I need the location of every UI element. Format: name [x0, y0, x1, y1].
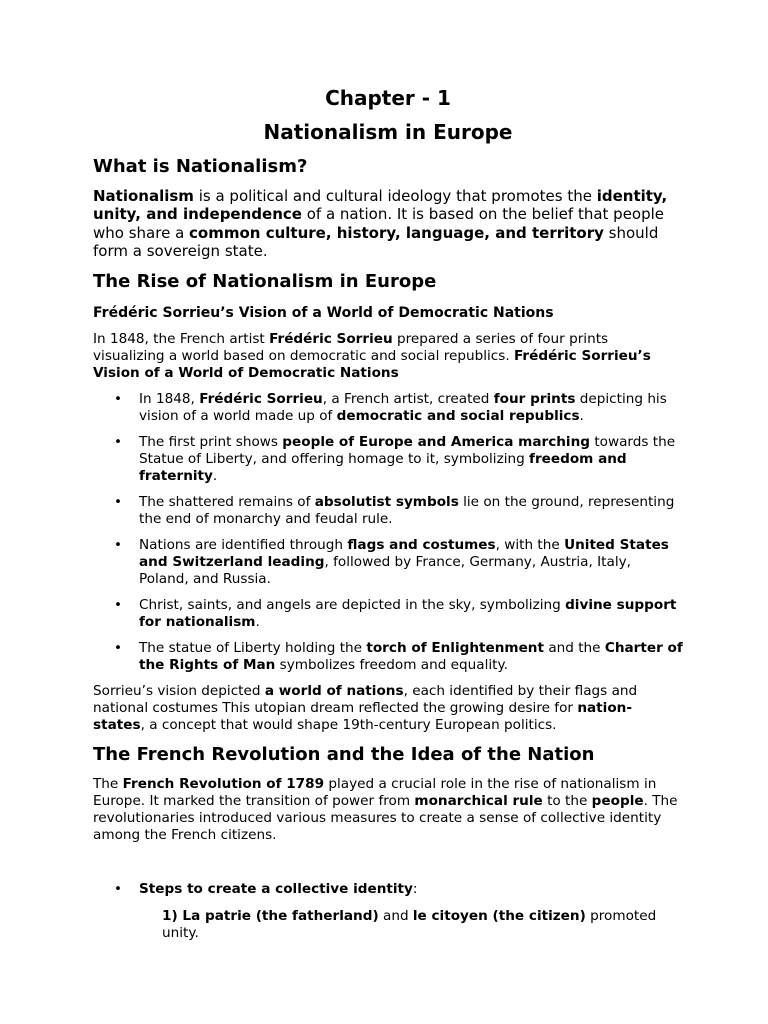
section-heading-what-is-nationalism: What is Nationalism?: [93, 156, 308, 177]
list-item: [93, 597, 683, 631]
french-revolution-paragraph: The French Revolution of 1789 played a crucial role in the rise of nationalism in Europe. It marked the transition of power from monarchical rule to the people. The revolutionaries introduced various measures to create a sense of collective identity among the French citizens.: [93, 776, 678, 844]
document-content: [93, 86, 683, 942]
list-item: [93, 494, 683, 528]
list-item: [93, 537, 683, 588]
list-item-text: Nations are identified through flags and costumes, with the United States and Switzerland leading, followed by France, Germany, Austria, Italy, Poland, and Russia.: [139, 537, 669, 588]
subheading-sorrieu: Frédéric Sorrieu’s Vision of a World of Democratic Nations: [93, 305, 554, 322]
list-item: [93, 640, 683, 674]
bullet-icon: •: [114, 597, 123, 614]
steps-bullet-list: [93, 881, 683, 898]
vision-paragraph: Sorrieu’s vision depicted a world of nations, each identified by their flags and national costumes This utopian dream reflected the growing desire for nation-states, a concept that would shape 19th-century European politics.: [93, 683, 638, 734]
bullet-icon: •: [114, 881, 123, 898]
bullet-icon: •: [114, 537, 123, 554]
list-item-text: The first print shows people of Europe and America marching towards the Statue of Liberty, and offering homage to it, symbolizing freedom and fraternity.: [139, 434, 676, 485]
intro-paragraph: Nationalism is a political and cultural ideology that promotes the identity, unity, and independence of a nation. It is based on the belief that people who share a common culture, history, language, and territory should form a sovereign state.: [93, 187, 668, 260]
list-item-text: Christ, saints, and angels are depicted in the sky, symbolizing divine support for nationalism.: [139, 597, 677, 631]
steps-text: Steps to create a collective identity:: [139, 881, 418, 898]
bullet-icon: •: [114, 434, 123, 451]
section-heading-french-revolution: The French Revolution and the Idea of the Nation: [93, 744, 595, 766]
list-item-text: In 1848, Frédéric Sorrieu, a French artist, created four prints depicting his vision of a world made up of democratic and social republics.: [139, 391, 667, 425]
document-title: Nationalism in Europe: [263, 120, 513, 144]
list-item-text: The shattered remains of absolutist symbols lie on the ground, representing the end of monarchy and feudal rule.: [139, 494, 675, 528]
bullet-icon: •: [114, 391, 123, 408]
list-item: [93, 434, 683, 485]
list-item: [93, 391, 683, 425]
sorrieu-paragraph: In 1848, the French artist Frédéric Sorrieu prepared a series of four prints visualizing a world based on democratic and social republics. Frédéric Sorrieu’s Vision of a World of Democratic Nations: [93, 331, 651, 382]
chapter-heading: Chapter - 1: [325, 86, 451, 110]
bullet-icon: •: [114, 640, 123, 657]
list-item-text: The statue of Liberty holding the torch of Enlightenment and the Charter of the Rights of Man symbolizes freedom and equality.: [139, 640, 683, 674]
step-1-text: 1) La patrie (the fatherland) and le citoyen (the citizen) promoted unity.: [162, 908, 657, 942]
section-heading-rise: The Rise of Nationalism in Europe: [93, 271, 437, 293]
bullet-icon: •: [114, 494, 123, 511]
sorrieu-bullet-list: [93, 391, 683, 674]
list-item-steps: [93, 881, 683, 898]
